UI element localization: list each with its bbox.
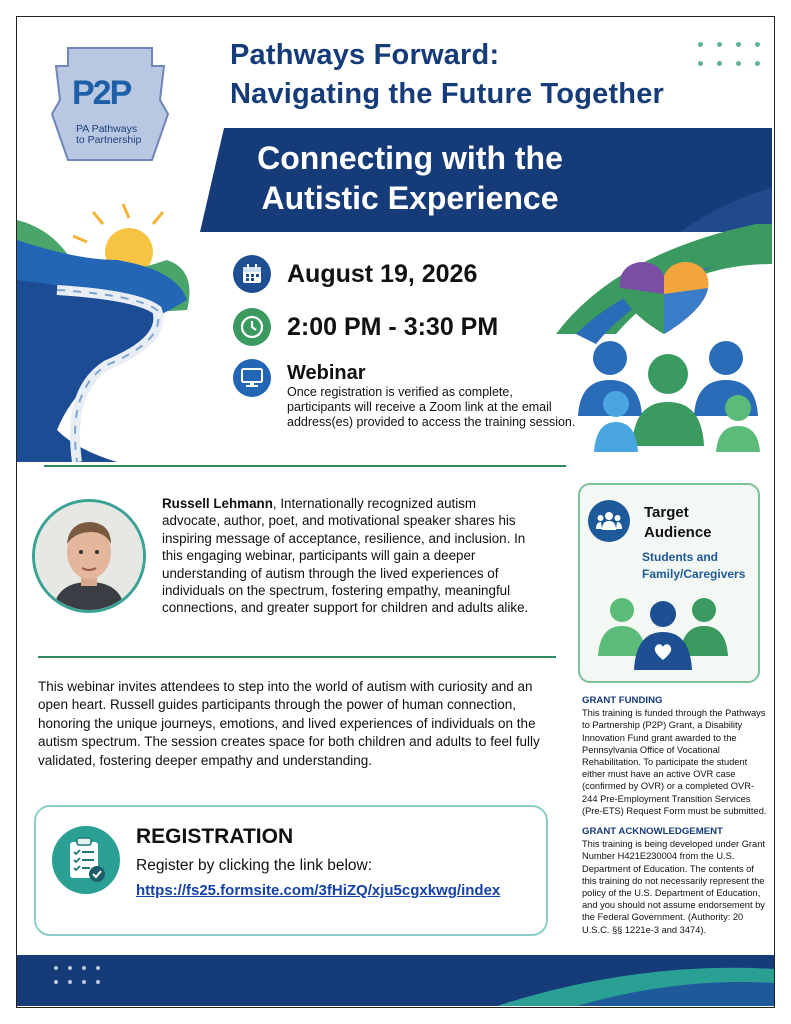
registration-instruction: Register by clicking the link below: — [136, 857, 373, 874]
event-format — [287, 362, 577, 430]
speaker-bio: Russell Lehmann, Internationally recognized autism advocate, author, poet, and motivational speaker shares his inspiring message of acceptance, resilience, and inclusion. In this engaging webinar, participants will gain a deeper understanding of autism through the lived experiences of individuals on the spectrum, fostering empathy, meaningful connections, and greater support for children and adults alike. — [162, 496, 529, 616]
grant-ack-text: This training is being developed under Grant Number H421E230004 from the U.S. Department of Education. The contents of this training do not necessarily represent the policy of the U.S. Department of Education, and you should not assume endorsement by the Federal Government. (Authority: 20 U.S.C. §§ 1221e-3 and 3474). — [582, 839, 765, 935]
clock-icon — [233, 308, 271, 346]
event-time-row — [233, 308, 498, 346]
grant-acknowledgement — [582, 826, 768, 936]
banner-title: Connecting with the Autistic Experience — [257, 140, 563, 216]
community-illustration — [556, 224, 772, 456]
grant-ack-heading: GRANT ACKNOWLEDGEMENT — [582, 826, 723, 837]
p2p-logo — [48, 44, 172, 164]
footer-band — [17, 955, 774, 1006]
family-icon — [598, 594, 728, 670]
webinar-description: This webinar invites attendees to step into the world of autism with curiosity and an open heart. Russell guides participants through the power of human connection, honoring the unique journeys, emotions, and lived experiences of individuals on the autism spectrum. The session creates space for both children and adults to feel fully validated, fostering deeper empathy and understanding. — [38, 679, 540, 768]
logo-caption: PA Pathways to Partnership — [76, 123, 142, 146]
registration-link[interactable]: https://fs25.formsite.com/3fHiZQ/xju5cgxkwg/index — [136, 882, 501, 899]
group-icon — [588, 500, 630, 542]
event-date-row — [233, 255, 477, 293]
logo-mark: P2P — [72, 74, 131, 112]
target-audience-title: Target Audience — [644, 504, 712, 541]
road-illustration — [17, 200, 217, 462]
format-label: Webinar — [287, 362, 366, 384]
grant-funding-heading: GRANT FUNDING — [582, 695, 663, 706]
decorative-dots-top — [698, 42, 760, 66]
divider — [44, 465, 566, 467]
page-title: Pathways Forward: Navigating the Future Together — [230, 39, 665, 110]
event-date: August 19, 2026 — [287, 259, 478, 288]
speaker-photo — [32, 499, 146, 613]
grant-funding-text: This training is funded through the Pathways to Partnership (P2P) Grant, a Disability Innovation Fund grant awarded to the Pennsylvania Office of Vocational Rehabilitation. To participate the student either must have an active OVR case (confirmed by OVR) or a completed OVR-244 Pre-Employment Transition Services (Pre-ETS) Request Form must be submitted. — [582, 708, 767, 816]
decorative-dots-footer — [54, 966, 100, 984]
format-description: Once registration is verified as complete, participants will receive a Zoom link at the email address(es) provided to access the training session. — [287, 385, 576, 429]
speaker-name: Russell Lehmann — [162, 496, 273, 511]
audience-list: Students and Family/Caregivers — [642, 550, 746, 581]
event-time: 2:00 PM - 3:30 PM — [287, 312, 499, 341]
calendar-icon — [233, 255, 271, 293]
grant-funding — [582, 695, 768, 817]
divider — [38, 656, 556, 658]
monitor-icon — [233, 359, 271, 397]
clipboard-checklist-icon — [52, 826, 120, 894]
registration-title: REGISTRATION — [136, 825, 294, 848]
